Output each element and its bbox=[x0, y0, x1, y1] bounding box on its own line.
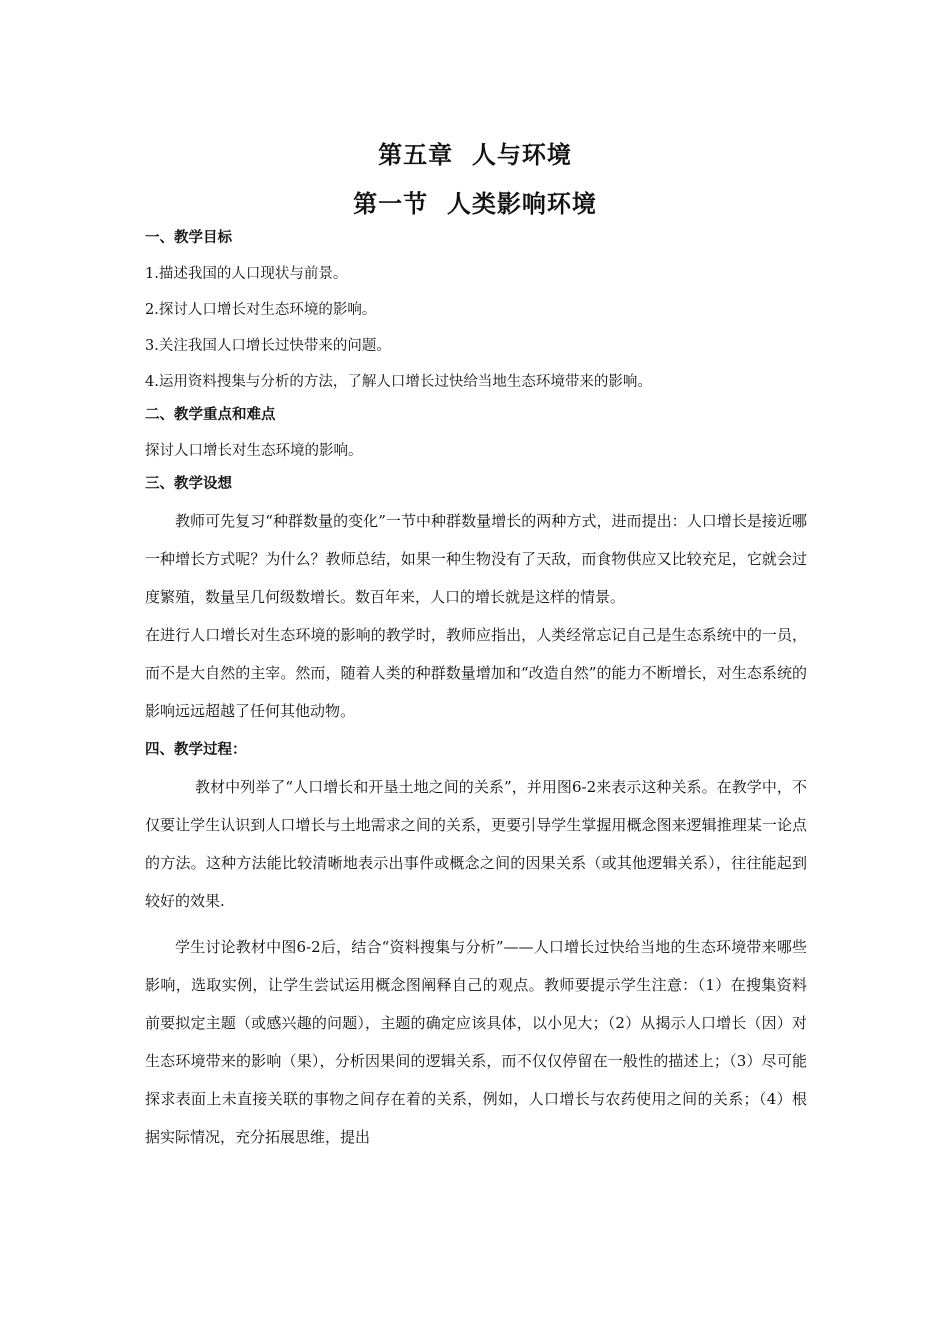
section-title: 第一节 人类影响环境 bbox=[353, 190, 597, 218]
design-paragraph-2: 在进行人口增长对生态环境的影响的教学时，教师应指出，人类经常忘记自己是生态系统中的一员，而不是大自然的主宰。然而，随着人类的种群数量增加和“改造自然”的能力不断增长，对生态系统的影响远远超越了任何其他动物。 bbox=[145, 626, 807, 720]
goal-item-3: 3.关注我国人口增长过快带来的问题。 bbox=[145, 338, 391, 354]
goal-item-1: 1.描述我国的人口现状与前景。 bbox=[145, 266, 348, 282]
document-body bbox=[145, 228, 807, 1156]
goal-item-4: 4.运用资料搜集与分析的方法，了解人口增长过快给当地生态环境带来的影响。 bbox=[145, 374, 652, 390]
design-heading: 三、教学设想 bbox=[145, 476, 232, 492]
keypoints-text: 探讨人口增长对生态环境的影响。 bbox=[145, 443, 363, 459]
process-paragraph-1: 教材中列举了“人口增长和开垦土地之间的关系”，并用图6-2来表示这种关系。在教学中，不仅要让学生认识到人口增长与土地需求之间的关系，更要引导学生掌握用概念图来逻辑推理某一论点的方法。这种方法能比较清晰地表示出事件或概念之间的因果关系（或其他逻辑关系），往往能起到较好的效果. bbox=[145, 778, 807, 910]
process-heading: 四、教学过程： bbox=[145, 742, 247, 758]
process-paragraph-2: 学生讨论教材中图6-2后，结合“资料搜集与分析”——人口增长过快给当地的生态环境带来哪些影响，选取实例，让学生尝试运用概念图阐释自己的观点。教师要提示学生注意：（1）在搜集资料前要拟定主题（或感兴趣的问题），主题的确定应该具体，以小见大；（2）从揭示人口增长（因）对生态环境带来的影响（果），分析因果间的逻辑关系，而不仅仅停留在一般性的描述上；（3）尽可能探求表面上未直接关联的事物之间存在着的关系，例如，人口增长与农药使用之间的关系；（4）根据实际情况，充分拓展思维，提出 bbox=[145, 938, 807, 1146]
chapter-title: 第五章 人与环境 bbox=[378, 141, 572, 169]
goal-item-2: 2.探讨人口增长对生态环境的影响。 bbox=[145, 302, 377, 318]
goals-heading: 一、教学目标 bbox=[145, 230, 232, 246]
design-paragraph-1: 教师可先复习“种群数量的变化”一节中种群数量增长的两种方式，进而提出：人口增长是接近哪一种增长方式呢？为什么？教师总结，如果一种生物没有了天敌，而食物供应又比较充足，它就会过度繁殖，数量呈几何级数增长。数百年来，人口的增长就是这样的情景。 bbox=[145, 512, 807, 606]
keypoints-heading: 二、教学重点和难点 bbox=[145, 407, 276, 423]
